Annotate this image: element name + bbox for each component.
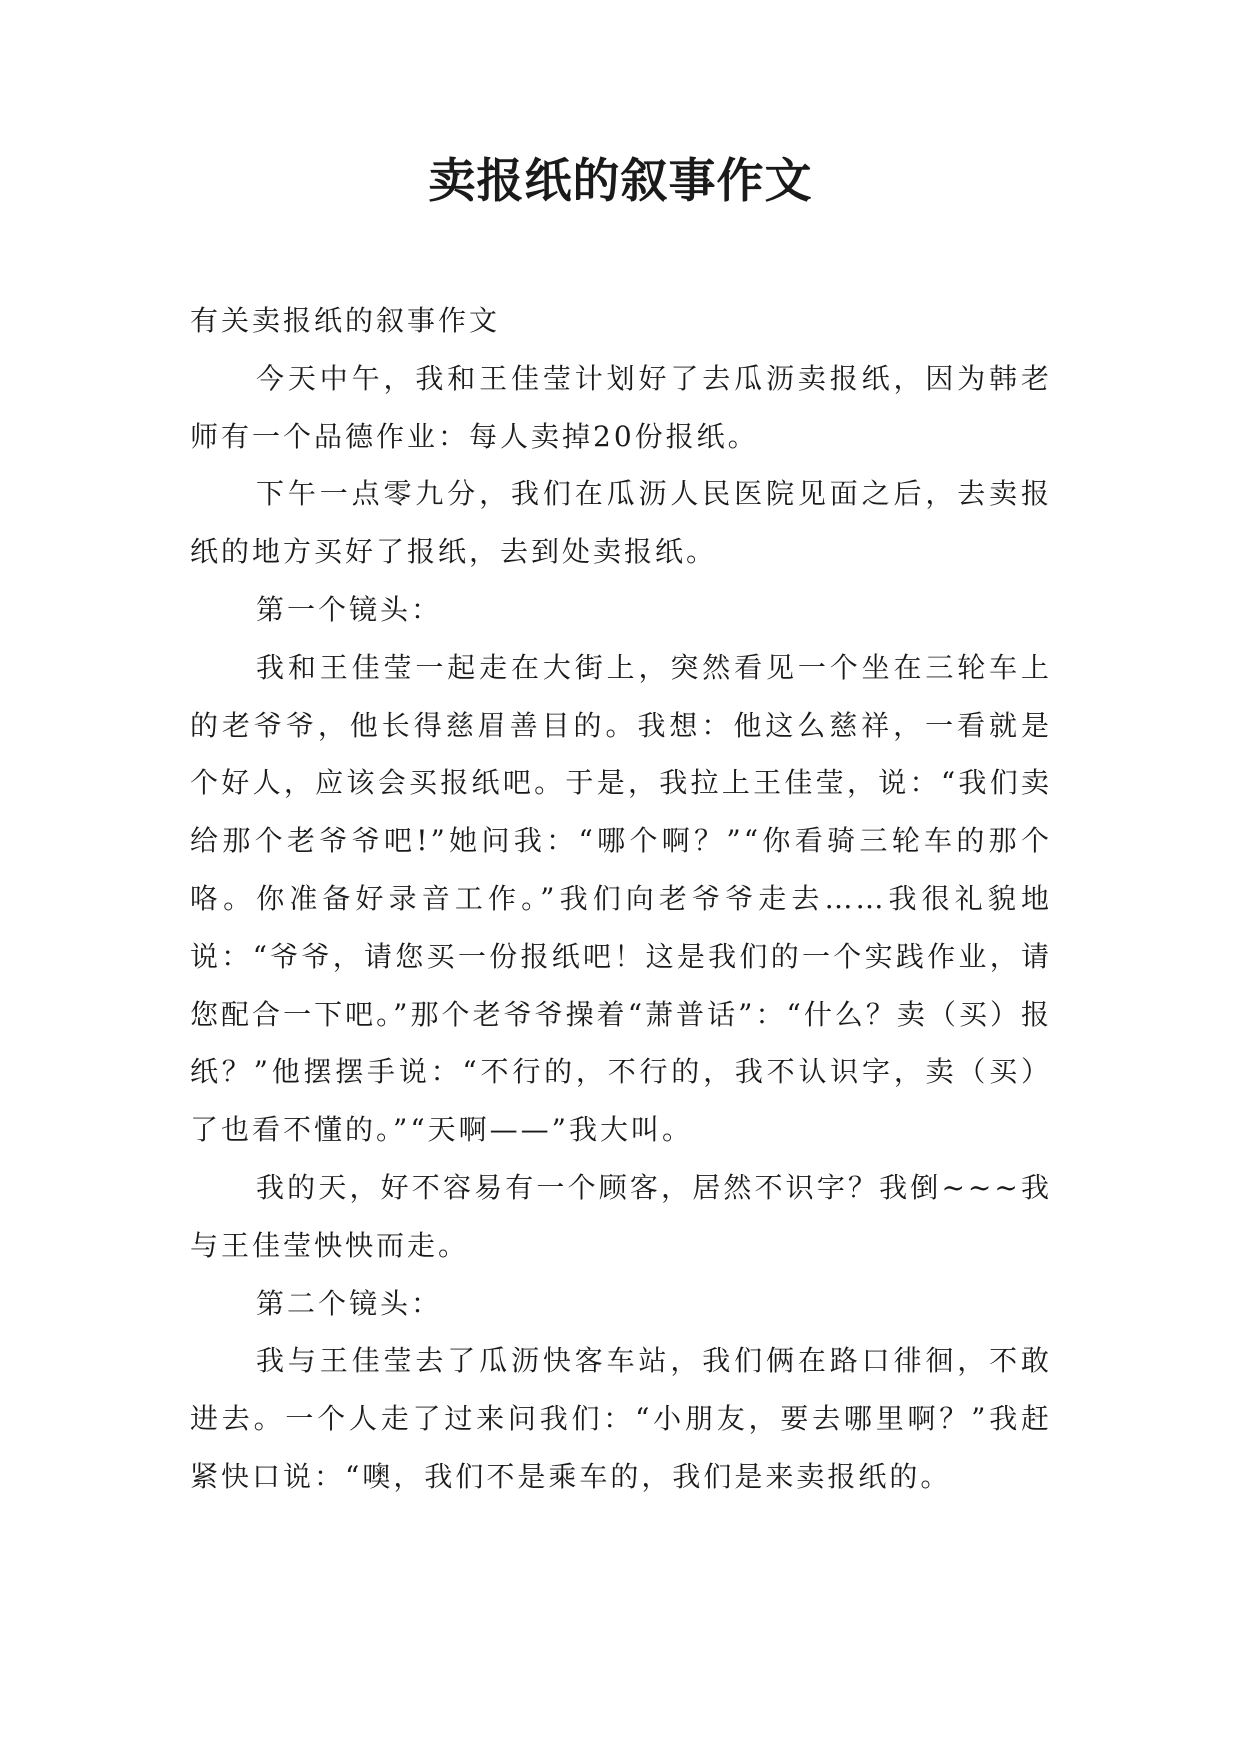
document-body	[190, 292, 1052, 1506]
paragraph: 今天中午，我和王佳莹计划好了去瓜沥卖报纸，因为韩老师有一个品德作业：每人卖掉20份报纸。	[190, 361, 1052, 453]
section-heading: 第一个镜头：	[256, 592, 443, 626]
paragraph: 下午一点零九分，我们在瓜沥人民医院见面之后，去卖报纸的地方买好了报纸，去到处卖报纸。	[190, 477, 1052, 569]
paragraph: 我与王佳莹去了瓜沥快客车站，我们俩在路口徘徊，不敢进去。一个人走了过来问我们：“小朋友，要去哪里啊？”我赶紧快口说：“噢，我们不是乘车的，我们是来卖报纸的。	[190, 1344, 1052, 1493]
paragraph: 我和王佳莹一起走在大街上，突然看见一个坐在三轮车上的老爷爷，他长得慈眉善目的。我想：他这么慈祥，一看就是个好人，应该会买报纸吧。于是，我拉上王佳莹，说：“我们卖给那个老爷爷吧!”她问我：“哪个啊？”“你看骑三轮车的那个咯。你准备好录音工作。”我们向老爷爷走去……我很礼貌地说：“爷爷，请您买一份报纸吧！这是我们的一个实践作业，请您配合一下吧。”那个老爷爷操着“萧普话”：“什么？卖（买）报纸？”他摆摆手说：“不行的，不行的，我不认识字，卖（买）了也看不懂的。”“天啊——”我大叫。	[190, 650, 1052, 1147]
paragraph-subtitle: 有关卖报纸的叙事作文	[190, 304, 501, 337]
document-title: 卖报纸的叙事作文	[428, 154, 813, 209]
section-heading: 第二个镜头：	[256, 1286, 443, 1320]
paragraph: 我的天，好不容易有一个顾客，居然不识字？我倒~~~我与王佳莹怏怏而走。	[190, 1170, 1052, 1262]
